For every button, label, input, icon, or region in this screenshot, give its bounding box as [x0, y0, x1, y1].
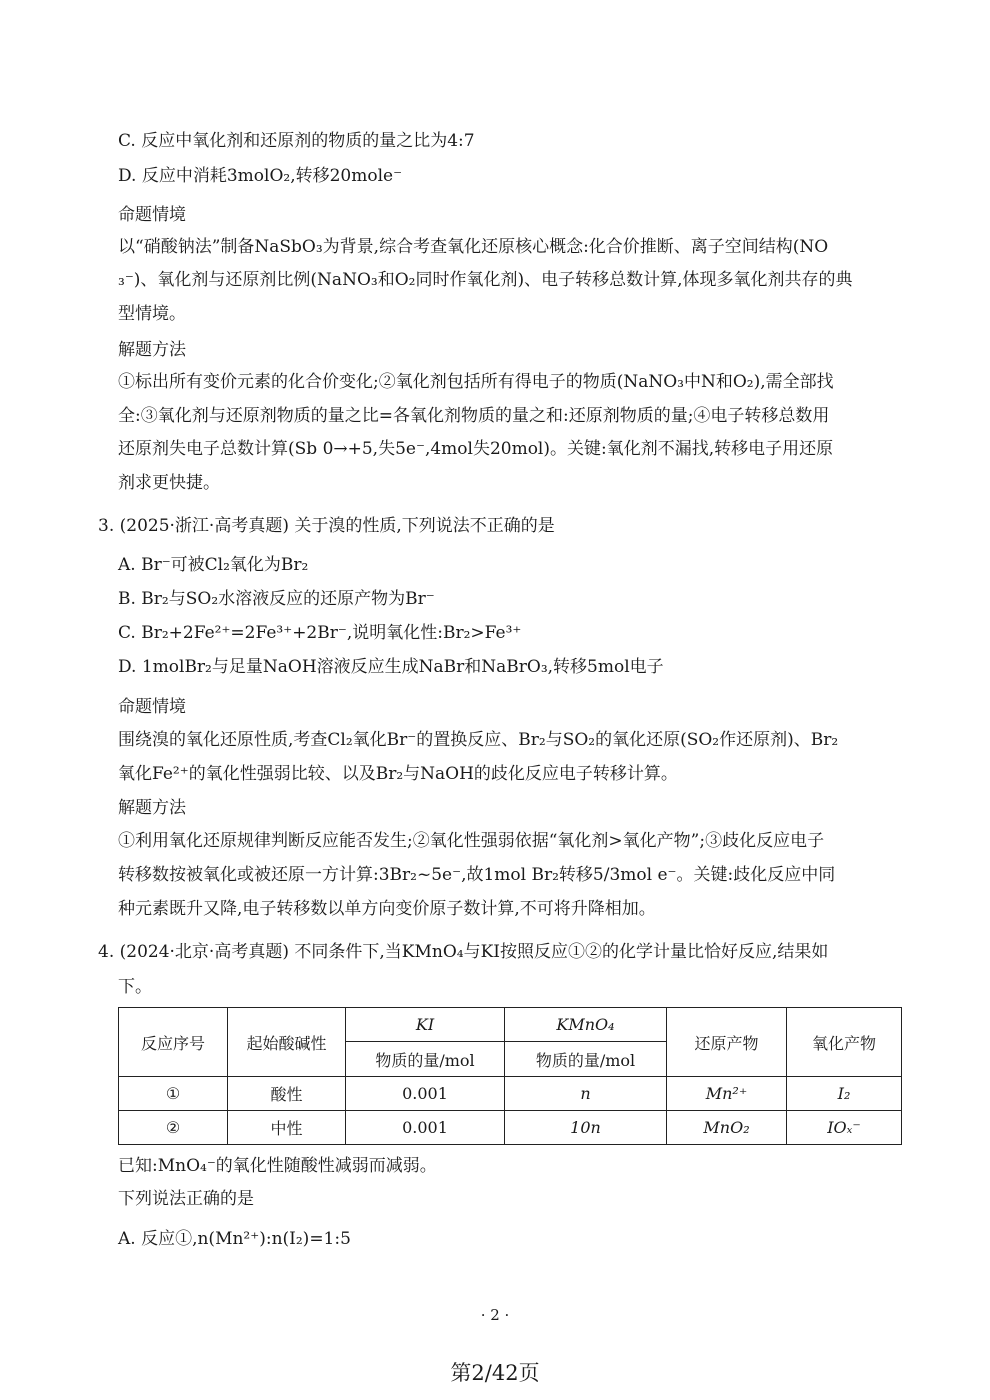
header-seq: 反应序号 — [119, 1008, 228, 1077]
cell-seq: ① — [119, 1077, 228, 1111]
context-heading-3: 命题情境 — [118, 697, 186, 717]
header-reduction-product: 还原产物 — [667, 1008, 787, 1077]
cell-kmno4: n — [505, 1077, 667, 1111]
context-text-3-line2: 氧化Fe²⁺的氧化性强弱比较、以及Br₂与NaOH的歧化反应电子转移计算。 — [118, 764, 678, 784]
option-2c: C. 反应中氧化剂和还原剂的物质的量之比为4:7 — [118, 131, 475, 151]
method-text-3-line1: ①利用氧化还原规律判断反应能否发生;②氧化性强弱依据“氧化剂>氧化产物”;③歧化反应电子 — [118, 831, 825, 851]
header-kmno4: KMnO₄ — [505, 1008, 667, 1042]
question-4-stem-line1: 4. (2024·北京·高考真题) 不同条件下,当KMnO₄与KI按照反应①②的化学计量比恰好反应,结果如 — [98, 942, 829, 962]
method-heading-2: 解题方法 — [118, 340, 186, 360]
option-3b: B. Br₂与SO₂水溶液反应的还原产物为Br⁻ — [118, 589, 435, 609]
cell-acidity: 中性 — [228, 1111, 346, 1145]
table-row — [119, 1077, 902, 1111]
cell-seq: ② — [119, 1111, 228, 1145]
cell-oxidation-product: I₂ — [787, 1077, 902, 1111]
cell-ki: 0.001 — [346, 1111, 505, 1145]
cell-reduction-product: MnO₂ — [667, 1111, 787, 1145]
cell-kmno4: 10n — [505, 1111, 667, 1145]
question-3-stem: 3. (2025·浙江·高考真题) 关于溴的性质,下列说法不正确的是 — [98, 516, 555, 536]
option-3a: A. Br⁻可被Cl₂氧化为Br₂ — [118, 555, 309, 575]
cell-reduction-product: Mn²⁺ — [667, 1077, 787, 1111]
method-text-2-line3: 还原剂失电子总数计算(Sb 0→+5,失5e⁻,4mol失20mol)。关键:氧化剂不漏找,转移电子用还原 — [118, 439, 834, 459]
cell-ki: 0.001 — [346, 1077, 505, 1111]
option-3c: C. Br₂+2Fe²⁺=2Fe³⁺+2Br⁻,说明氧化性:Br₂>Fe³⁺ — [118, 623, 522, 643]
method-text-2-line2: 全:③氧化剂与还原剂物质的量之比=各氧化剂物质的量之和:还原剂物质的量;④电子转移总数用 — [118, 406, 830, 426]
context-text-2-line3: 型情境。 — [118, 304, 186, 324]
cell-acidity: 酸性 — [228, 1077, 346, 1111]
header-acidity: 起始酸碱性 — [228, 1008, 346, 1077]
header-oxidation-product: 氧化产物 — [787, 1008, 902, 1077]
page-number: · 2 · — [480, 1306, 510, 1324]
page-indicator: 第2/42页 — [450, 1361, 540, 1385]
reaction-table — [118, 1007, 902, 1145]
context-text-2-line1: 以“硝酸钠法”制备NaSbO₃为背景,综合考查氧化还原核心概念:化合价推断、离子空间结构(NO — [118, 237, 829, 257]
option-3d: D. 1molBr₂与足量NaOH溶液反应生成NaBr和NaBrO₃,转移5mol电子 — [118, 657, 664, 677]
option-4a: A. 反应①,n(Mn²⁺):n(I₂)=1:5 — [118, 1229, 351, 1249]
method-heading-3: 解题方法 — [118, 798, 186, 818]
method-text-3-line3: 种元素既升又降,电子转移数以单方向变价原子数计算,不可将升降相加。 — [118, 899, 656, 919]
question-4-stem-line2: 下。 — [118, 977, 152, 997]
method-text-3-line2: 转移数按被氧化或被还原一方计算:3Br₂~5e⁻,故1mol Br₂转移5/3mol e⁻。关键:歧化反应中同 — [118, 865, 836, 885]
header-kmno4-amount: 物质的量/mol — [505, 1042, 667, 1077]
question-4-note: 已知:MnO₄⁻的氧化性随酸性减弱而减弱。 — [118, 1156, 437, 1176]
header-ki-amount: 物质的量/mol — [346, 1042, 505, 1077]
method-text-2-line4: 剂求更快捷。 — [118, 473, 220, 493]
table-row — [119, 1111, 902, 1145]
context-heading-2: 命题情境 — [118, 205, 186, 225]
context-text-2-line2: ₃⁻)、氧化剂与还原剂比例(NaNO₃和O₂同时作氧化剂)、电子转移总数计算,体现多氧化剂共存的典 — [118, 270, 853, 290]
header-ki: KI — [346, 1008, 505, 1042]
question-4-ask: 下列说法正确的是 — [118, 1189, 254, 1209]
method-text-2-line1: ①标出所有变价元素的化合价变化;②氧化剂包括所有得电子的物质(NaNO₃中N和O₂),需全部找 — [118, 372, 834, 392]
context-text-3-line1: 围绕溴的氧化还原性质,考查Cl₂氧化Br⁻的置换反应、Br₂与SO₂的氧化还原(SO₂作还原剂)、Br₂ — [118, 730, 839, 750]
cell-oxidation-product: IOₓ⁻ — [787, 1111, 902, 1145]
option-2d: D. 反应中消耗3molO₂,转移20mole⁻ — [118, 166, 403, 186]
